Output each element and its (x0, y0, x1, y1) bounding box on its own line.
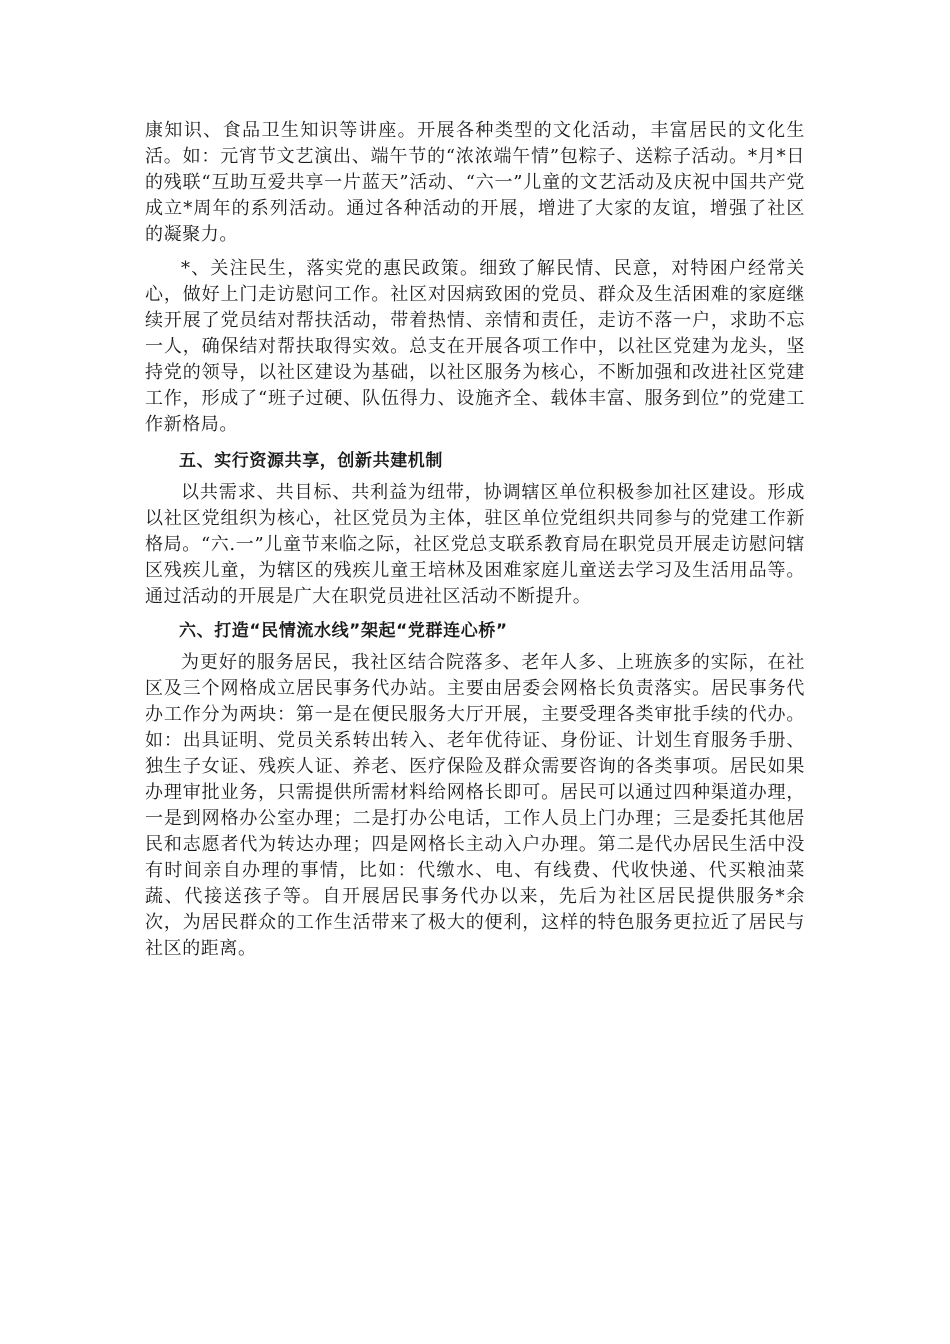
section-heading-five: 五、实行资源共享，创新共建机制 (179, 451, 443, 471)
paragraph-affairs-agency: 为更好的服务居民，我社区结合院落多、老年人多、上班族多的实际，在社区及三个网格成立居民事务代办站。主要由居委会网格长负责落实。居民事务代办工作分为两块：第一是在便民服务大厅开展，主要受理各类审批手续的代办。如：出具证明、党员关系转出转入、老年优待证、身份证、计划生育服务手册、独生子女证、残疾人证、养老、医疗保险及群众需要咨询的各类事项。居民如果办理审批业务，只需提供所需材料给网格长即可。居民可以通过四种渠道办理，一是到网格办公室办理；二是打办公电话，工作人员上门办理；三是委托其他居民和志愿者代为转达办理；四是网格长主动入户办理。第二是代办居民生活中没有时间亲自办理的事情，比如：代缴水、电、有线费、代收快递、代买粮油菜蔬、代接送孩子等。自开展居民事务代办以来，先后为社区居民提供服务*余次，为居民群众的工作生活带来了极大的便利，这样的特色服务更拉近了居民与社区的距离。 (145, 652, 805, 959)
paragraph-livelihood-policy: *、关注民生，落实党的惠民政策。细致了解民情、民意，对特困户经常关心，做好上门走访慰问工作。社区对因病致困的党员、群众及生活困难的家庭继续开展了党员结对帮扶活动，带着热情、亲情和责任，走访不落一户，求助不忘一人，确保结对帮扶取得实效。总支在开展各项工作中，以社区党建为龙头，坚持党的领导，以社区建设为基础，以社区服务为核心，不断加强和改进社区党建工作，形成了“班子过硬、队伍得力、设施齐全、载体丰富、服务到位”的党建工作新格局。 (145, 258, 805, 435)
document-body (145, 118, 805, 962)
paragraph-cultural-activities: 康知识、食品卫生知识等讲座。开展各种类型的文化活动，丰富居民的文化生活。如：元宵节文艺演出、端午节的“浓浓端午情”包粽子、送粽子活动。*月*日的残联“互助互爱共享一片蓝天”活动、“六一”儿童的文艺活动及庆祝中国共产党成立*周年的系列活动。通过各种活动的开展，增进了大家的友谊，增强了社区的凝聚力。 (145, 120, 805, 245)
section-heading-six: 六、打造“民情流水线”架起“党群连心桥” (179, 621, 508, 641)
paragraph-resource-sharing: 以共需求、共目标、共利益为纽带，协调辖区单位积极参加社区建设。形成以社区党组织为核心，社区党员为主体，驻区单位党组织共同参与的党建工作新格局。“六.一”儿童节来临之际，社区党总支联系教育局在职党员开展走访慰问辖区残疾儿童，为辖区的残疾儿童王培林及困难家庭儿童送去学习及生活用品等。通过活动的开展是广大在职党员进社区活动不断提升。 (145, 482, 805, 607)
